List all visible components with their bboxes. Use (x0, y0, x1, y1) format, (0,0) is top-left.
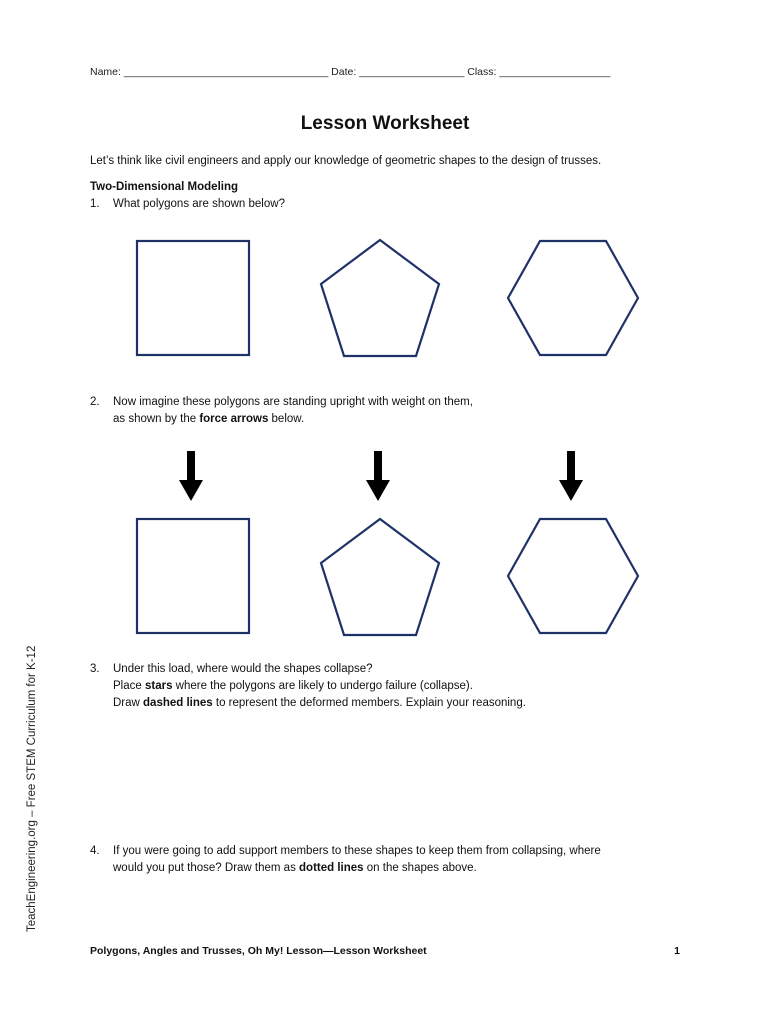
question-text-line-3: Draw (113, 697, 144, 709)
date-field[interactable]: __________________ (359, 66, 465, 78)
question-1 (90, 196, 285, 213)
question-number: 3. (90, 663, 100, 675)
class-field[interactable]: ___________________ (499, 66, 611, 78)
question-text-line-3-end: to represent the deformed members. Explain your reasoning. (212, 697, 526, 709)
question-text-line-2-end: below. (268, 413, 305, 425)
intro-text: Let’s think like civil engineers and apply our knowledge of geometric shapes to the design of trusses. (90, 155, 602, 167)
question-number: 4. (90, 845, 100, 857)
question-text-line-2-end: where the polygons are likely to undergo failure (collapse). (172, 680, 473, 692)
down-arrow-icon (559, 451, 583, 501)
down-arrow-icon (179, 451, 203, 501)
square-icon (136, 240, 250, 356)
section-heading: Two-Dimensional Modeling (90, 181, 239, 193)
question-text-line-2-end: on the shapes above. (363, 862, 477, 874)
page-title: Lesson Worksheet (300, 113, 470, 134)
page-number: 1 (674, 945, 680, 957)
hexagon-icon (507, 240, 639, 356)
question-2 (90, 394, 473, 428)
question-4 (90, 843, 601, 877)
question-3 (90, 661, 526, 712)
name-label: Name: (90, 66, 121, 78)
down-arrow-icon (366, 451, 390, 501)
force-arrows-emphasis: force arrows (199, 413, 269, 425)
dotted-lines-emphasis: dotted lines (299, 862, 364, 874)
question-text-line-2: as shown by the (113, 413, 200, 425)
pentagon-icon (319, 239, 441, 357)
question-number: 1. (90, 198, 100, 210)
hexagon-icon (507, 518, 639, 634)
question-text-line-1: If you were going to add support members to these shapes to keep them from collapsing, where (113, 845, 601, 857)
stars-emphasis: stars (144, 680, 173, 692)
question-text-line-1: Under this load, where would the shapes collapse? (113, 663, 373, 675)
footer-title: Polygons, Angles and Trusses, Oh My! Lesson—Lesson Worksheet (90, 945, 427, 957)
question-text: What polygons are shown below? (113, 198, 285, 210)
question-text-line-2: Place (113, 680, 145, 692)
square-icon (136, 518, 250, 634)
name-field[interactable]: ___________________________________ (123, 66, 329, 78)
class-label: Class: (467, 66, 497, 78)
sidebar-credit: TeachEngineering.org – Free STEM Curriculum for K-12 (26, 645, 38, 932)
dashed-lines-emphasis: dashed lines (143, 697, 213, 709)
date-label: Date: (331, 66, 357, 78)
question-number: 2. (90, 396, 100, 408)
pentagon-icon (319, 518, 441, 636)
question-text-line-1: Now imagine these polygons are standing upright with weight on them, (113, 396, 473, 408)
student-info-header (90, 66, 610, 78)
question-text-line-2: would you put those? Draw them as (113, 862, 300, 874)
